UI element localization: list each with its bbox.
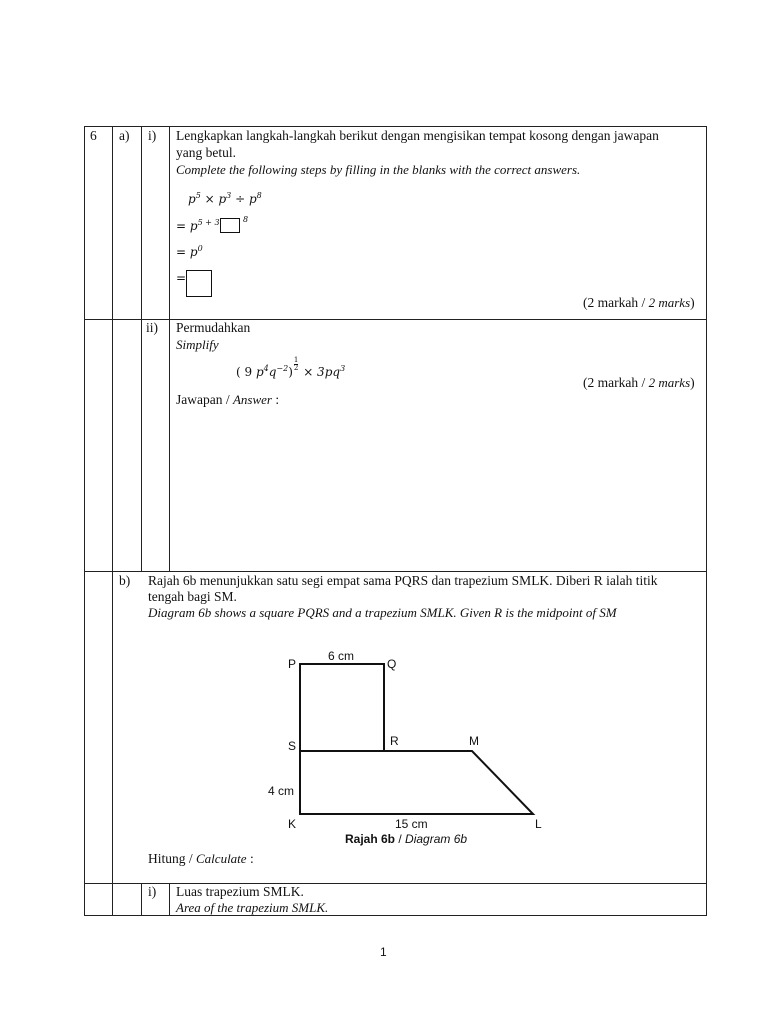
diagram-caption: Rajah 6b / Diagram 6b: [345, 832, 468, 846]
trapezium-smlk: [300, 751, 533, 814]
b-english: Diagram 6b shows a square PQRS and a trapezium SMLK. Given R is the midpoint of SM: [148, 605, 617, 620]
label-q: Q: [387, 657, 397, 671]
a-i-malay-line1: Lengkapkan langkah-langkah berikut dengan mengisikan tempat kosong dengan jawapan: [176, 128, 659, 143]
sub-i-label: i): [148, 128, 157, 143]
part-a-label: a): [119, 128, 130, 143]
a-i-malay-line2: yang betul.: [176, 145, 236, 160]
page-number: 1: [380, 945, 387, 959]
sub-ii-label: ii): [146, 320, 158, 335]
b-i-malay: Luas trapezium SMLK.: [176, 884, 304, 899]
a-i-marks: (2 markah / 2 marks): [583, 295, 695, 310]
b-malay-line2: tengah bagi SM.: [148, 589, 237, 604]
label-m: M: [469, 734, 479, 748]
a-ii-marks: (2 markah / 2 marks): [583, 375, 695, 390]
dim-bottom: 15 cm: [395, 817, 428, 831]
b-malay-line1: Rajah 6b menunjukkan satu segi empat sama PQRS dan trapezium SMLK. Diberi R ialah titik: [148, 573, 658, 588]
a-ii-answer-label: Jawapan / Answer :: [176, 392, 280, 407]
label-p: P: [288, 657, 297, 671]
label-l: L: [535, 817, 542, 831]
dim-top: 6 cm: [328, 649, 355, 663]
question-number: 6: [90, 128, 97, 143]
label-k: K: [288, 817, 297, 831]
a-i-english: Complete the following steps by filling in the blanks with the correct answers.: [176, 162, 581, 177]
step-3-expression: = $p^0$: [176, 244, 203, 259]
sub-bi-label: i): [148, 884, 157, 899]
a-ii-malay: Permudahkan: [176, 320, 251, 335]
label-r: R: [390, 734, 399, 748]
step-4-prefix: =: [176, 271, 187, 285]
b-i-english: Area of the trapezium SMLK.: [176, 900, 329, 915]
step-1-expression: $p^5 \times p^3 \div p^8$: [188, 191, 262, 206]
b-calculate: Hitung / Calculate :: [148, 851, 254, 866]
a-ii-english: Simplify: [176, 337, 219, 352]
label-s: S: [288, 739, 297, 753]
part-b-label: b): [119, 573, 131, 588]
dim-left: 4 cm: [268, 784, 295, 798]
step-2-expression: = $p^{5 + 3}$: [176, 218, 220, 233]
step-2-suffix: 8: [243, 215, 249, 224]
a-ii-expression: ( 9 $p^4q^{-2}$) $\frac{1}{2}$ × $3pq^3$: [236, 356, 346, 379]
square-pqrs: [300, 664, 384, 751]
